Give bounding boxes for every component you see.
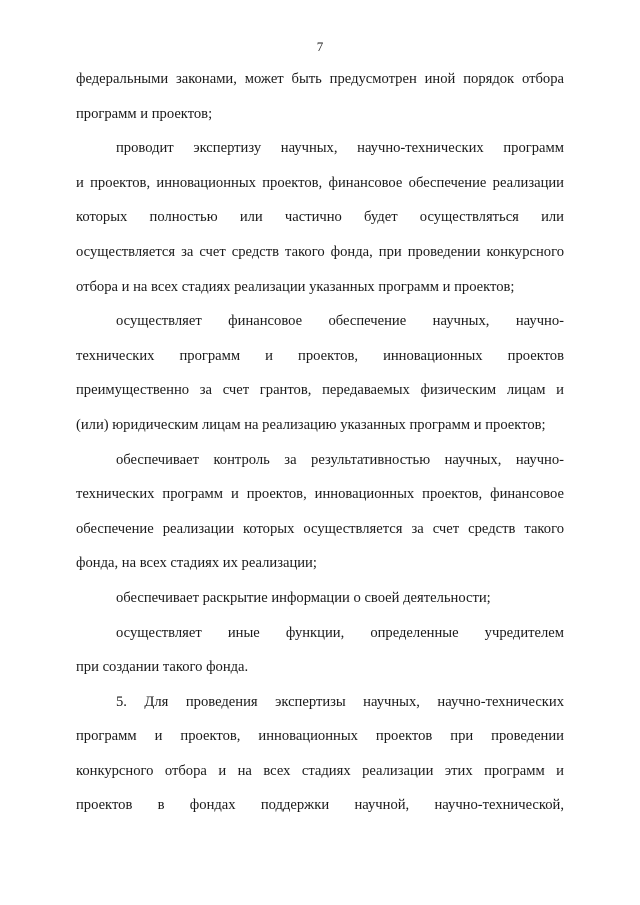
text-line: преимущественно за счет грантов, передаваемых физическим лицам и — [76, 382, 564, 399]
text-line: проводит экспертизу научных, научно-технических программ — [116, 140, 564, 157]
text-line: технических программ и проектов, инновационных проектов, финансовое — [76, 486, 564, 503]
text-line: программ и проектов; — [76, 105, 213, 122]
text-line: конкурсного отбора и на всех стадиях реализации этих программ и — [76, 762, 564, 779]
text-line: обеспечивает раскрытие информации о своей деятельности; — [116, 589, 491, 606]
text-line: осуществляется за счет средств такого фонда, при проведении конкурсного — [76, 243, 564, 260]
text-line: фонда, на всех стадиях их реализации; — [76, 555, 317, 572]
text-line: программ и проектов, инновационных проектов при проведении — [76, 728, 564, 745]
body-text — [76, 69, 564, 830]
text-line: обеспечивает контроль за результативностью научных, научно- — [116, 451, 564, 468]
text-line: (или) юридическим лицам на реализацию указанных программ и проектов; — [76, 416, 546, 433]
text-line: и проектов, инновационных проектов, финансовое обеспечение реализации — [76, 174, 564, 191]
text-line: обеспечение реализации которых осуществляется за счет средств такого — [76, 520, 564, 537]
text-line: осуществляет финансовое обеспечение научных, научно- — [116, 313, 564, 330]
page-number: 7 — [316, 39, 324, 54]
text-line: технических программ и проектов, инновационных проектов — [76, 347, 564, 364]
text-line: отбора и на всех стадиях реализации указанных программ и проектов; — [76, 278, 515, 295]
text-line: федеральными законами, может быть предусмотрен иной порядок отбора — [76, 71, 564, 87]
text-line: проектов в фондах поддержки научной, научно-технической, — [76, 797, 564, 814]
text-line: 5. Для проведения экспертизы научных, научно-технических — [116, 693, 564, 710]
text-line: которых полностью или частично будет осуществляться или — [76, 209, 564, 226]
text-line: при создании такого фонда. — [76, 659, 249, 676]
text-line: осуществляет иные функции, определенные учредителем — [116, 624, 564, 641]
